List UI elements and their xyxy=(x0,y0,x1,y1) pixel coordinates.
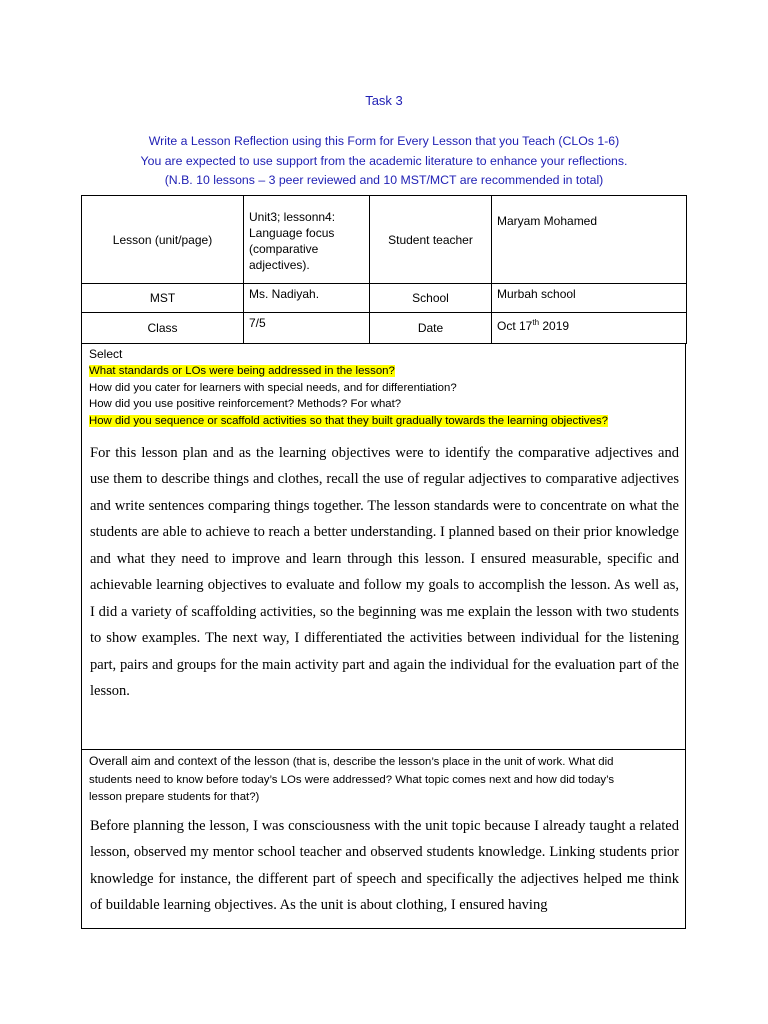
school-value: Murbah school xyxy=(492,284,687,313)
mst-label: MST xyxy=(82,284,244,313)
table-row xyxy=(82,313,687,344)
select-label: Select xyxy=(89,347,123,361)
class-label: Class xyxy=(82,313,244,344)
question-reinforcement: How did you use positive reinforcement? Methods? For what? xyxy=(89,398,402,411)
student-teacher-label: Student teacher xyxy=(370,196,492,284)
form-heading xyxy=(0,132,768,191)
school-label: School xyxy=(370,284,492,313)
question-standards: What standards or LOs were being addressed in the lesson? xyxy=(89,364,395,377)
table-row xyxy=(82,284,687,313)
date-label: Date xyxy=(370,313,492,344)
heading-line-2: You are expected to use support from the academic literature to enhance your reflections. xyxy=(140,153,628,168)
student-teacher-value: Maryam Mohamed xyxy=(492,196,687,284)
lesson-value: Unit3; lessonn4: Language focus (comparative adjectives). xyxy=(244,196,370,284)
lesson-label: Lesson (unit/page) xyxy=(82,196,244,284)
mst-value: Ms. Nadiyah. xyxy=(244,284,370,313)
question-special-needs: How did you cater for learners with special needs, and for differentiation? xyxy=(89,381,457,394)
select-prompts xyxy=(82,344,685,430)
task-title: Task 3 xyxy=(365,93,403,108)
lesson-info-table xyxy=(81,195,687,344)
table-row xyxy=(82,196,687,284)
select-answer: For this lesson plan and as the learning objectives were to identify the comparative adjectives and use them to describe things and clothes, recall the use of regular adjectives to comparative adjectives and write sentences comparing things together. The lesson standards were to concentrate on what the students are able to achieve to reach a better understanding. I planned based on their prior knowledge and what they need to improve and learn through this lesson. I ensured measurable, specific and achievable learning objectives to evaluate and follow my goals to accomplish the lesson. As well as, I did a variety of scaffolding activities, so the beginning was me explain the lesson with two students to show examples. The next way, I differentiated the activities between individual for the listening part, pairs and groups for the main activity part and again the individual for the evaluation part of the lesson. xyxy=(90,444,679,700)
aim-section xyxy=(81,749,686,929)
class-value: 7/5 xyxy=(244,313,370,344)
question-scaffold: How did you sequence or scaffold activities so that they built gradually towards the learning objectives? xyxy=(89,415,608,428)
aim-prompt-line-1: (that is, describe the lesson’s place in the unit of work. What did xyxy=(289,756,614,768)
date-value: Oct 17th 2019 xyxy=(492,313,687,344)
aim-prompt-line-3: lesson prepare students for that?) xyxy=(89,791,260,803)
aim-answer: Before planning the lesson, I was consciousness with the unit topic because I already taught a related lesson, observed my mentor school teacher and observed students knowledge. Linking students prior knowledge for instance, the different part of speech and specifically the adjectives helped me think of buildable learning objectives. As the unit is about clothing, I ensured having xyxy=(90,817,679,913)
select-section xyxy=(81,344,686,750)
heading-line-1: Write a Lesson Reflection using this Form for Every Lesson that you Teach (CLOs 1-6) xyxy=(148,134,620,148)
aim-prompt xyxy=(82,750,685,807)
aim-prompt-line-2: students need to know before today’s LOs were addressed? What topic comes next and how did today’s xyxy=(89,773,615,786)
heading-line-3: (N.B. 10 lessons – 3 peer reviewed and 10 MST/MCT are recommended in total) xyxy=(164,173,604,187)
aim-label: Overall aim and context of the lesson xyxy=(89,754,290,768)
